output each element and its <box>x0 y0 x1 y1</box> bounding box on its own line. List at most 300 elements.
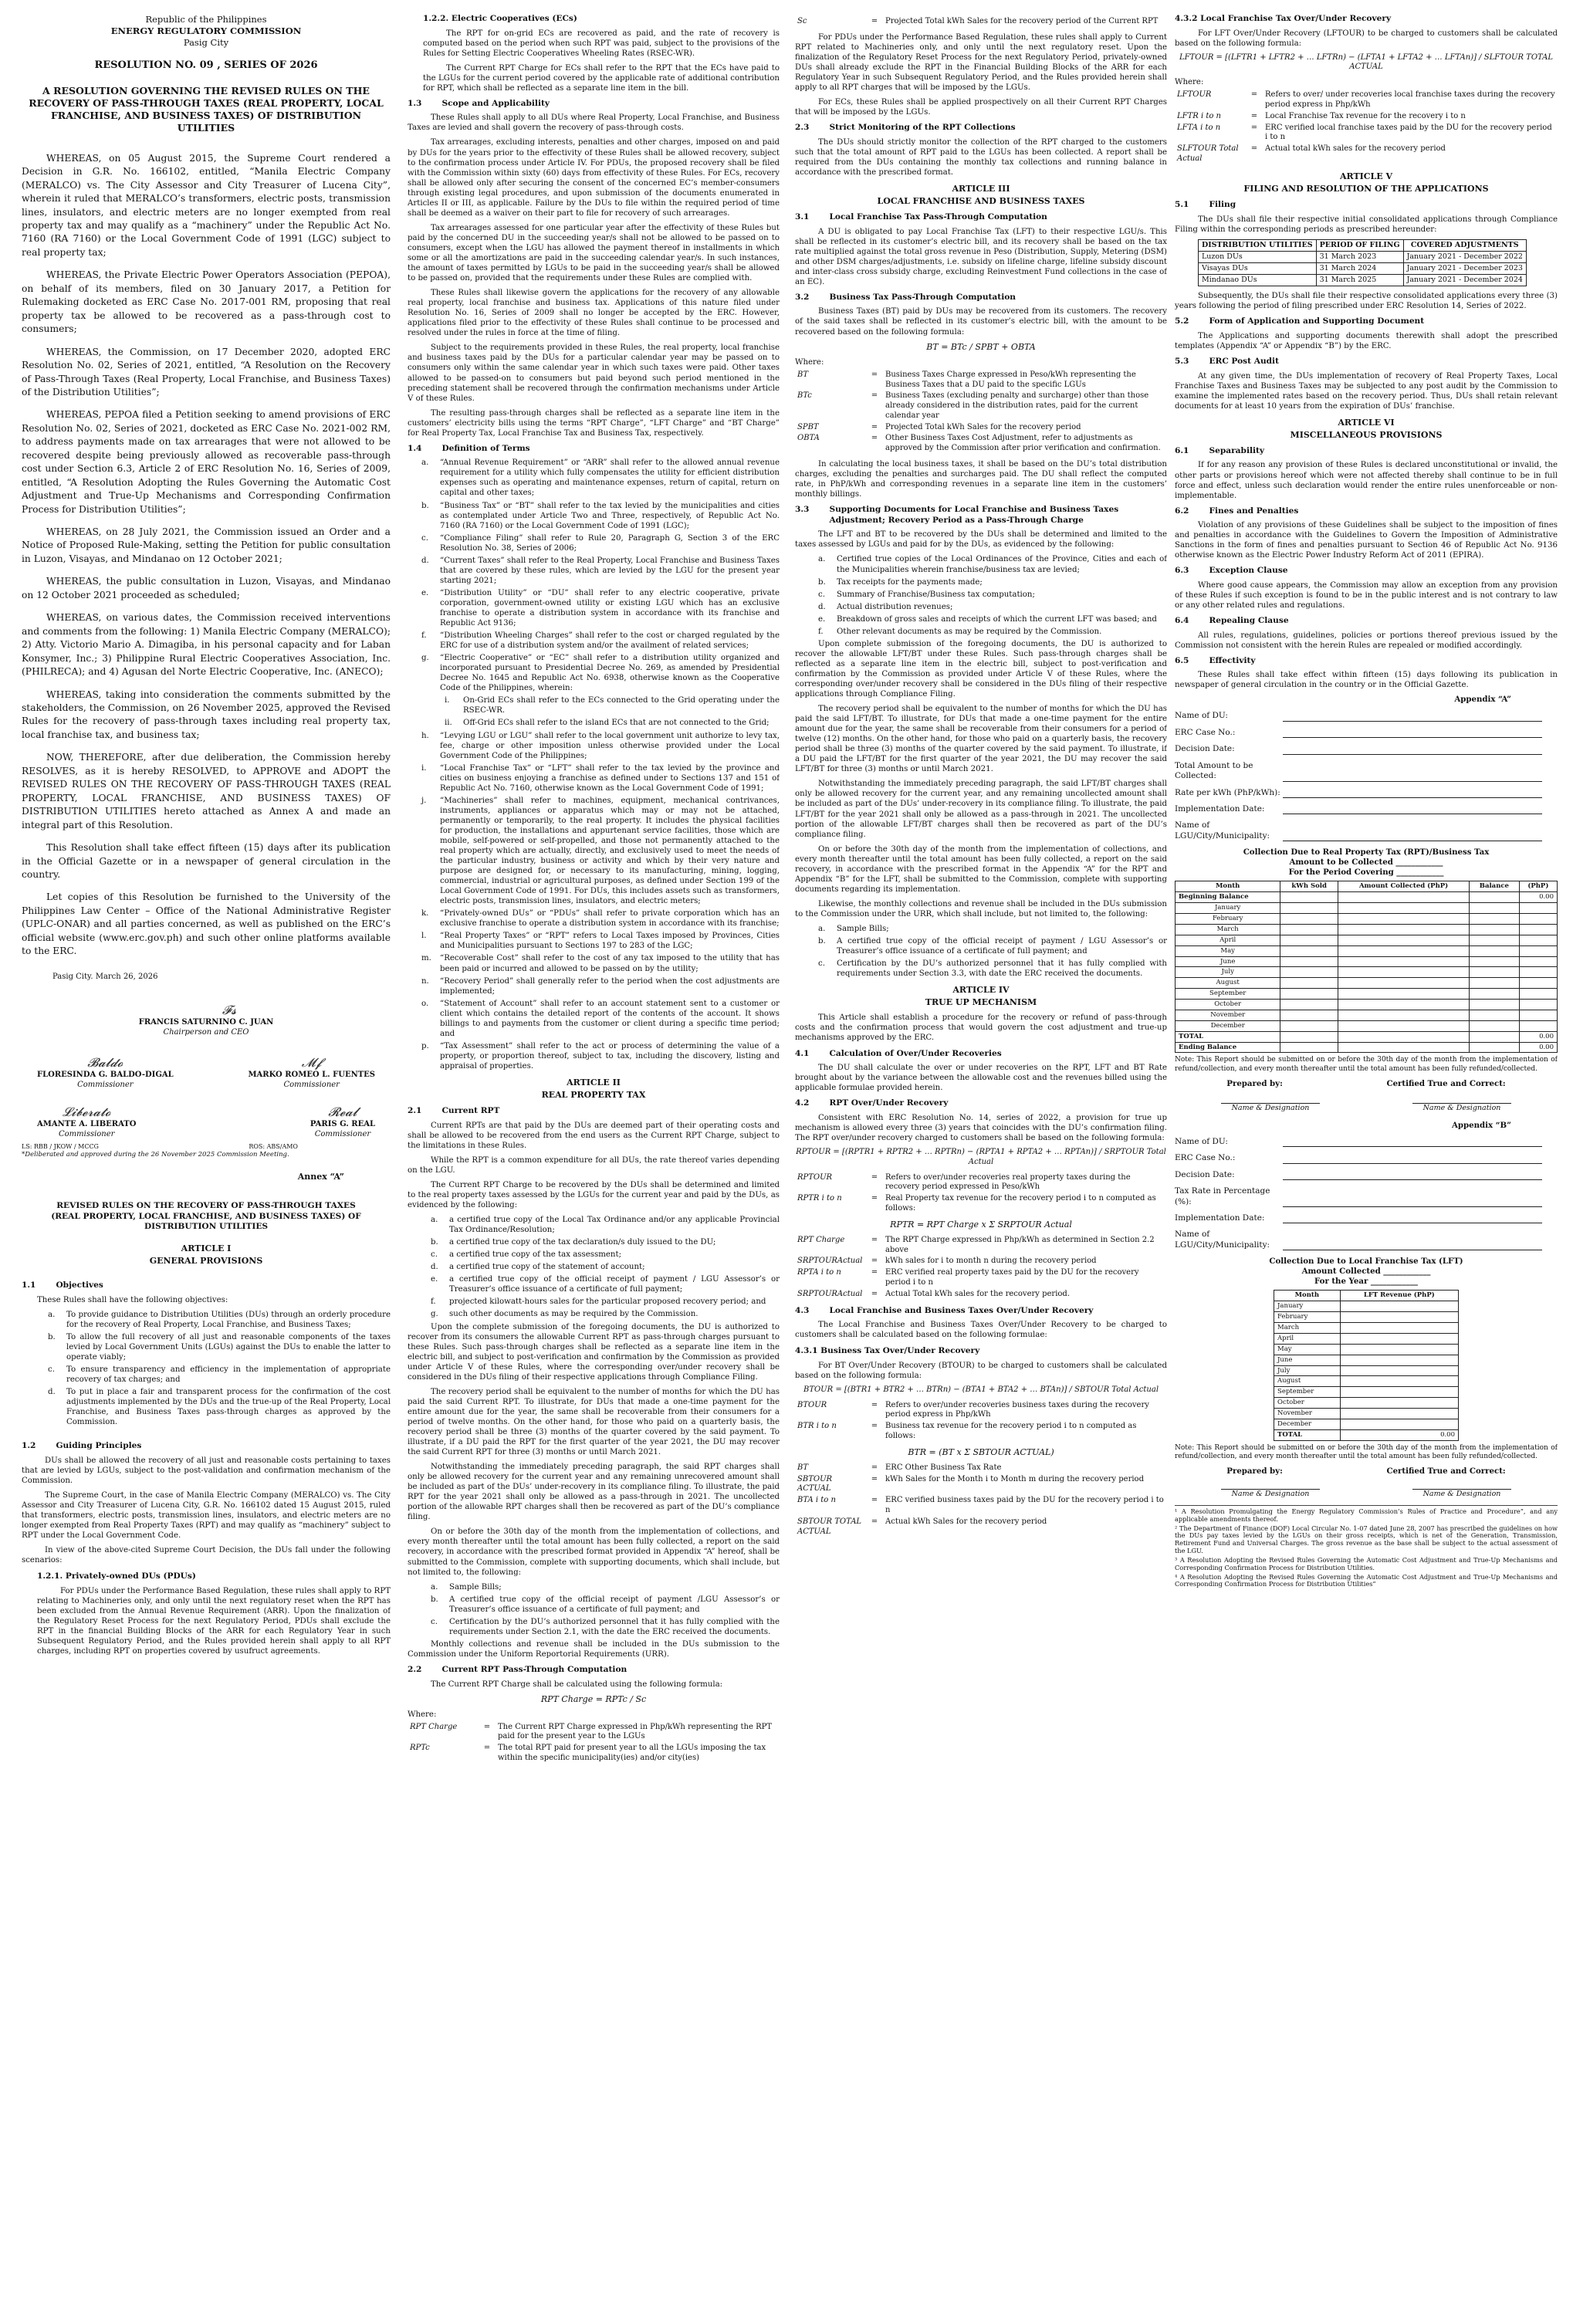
list-item <box>431 1262 780 1272</box>
appendix-b-title: Collection Due to Local Franchise Tax (LFT) <box>1269 1257 1463 1267</box>
definition-cell: = <box>871 1400 878 1409</box>
footnote: ³ A Resolution Adopting the Revised Rules Governing the Automatic Cost Adjustment and True-Up Mechanisms and Corresponding Confirmation Process for Distribution Utilities. <box>1175 1555 1558 1571</box>
item-text: To put in place a fair and transparent process for the confirmation of the cost adjustments implemented by the DUs and the true-up of the Real Property, Local Franchise, and Business Taxes pass-through charges as approved by the Commission. <box>66 1388 391 1427</box>
table-row <box>1274 1376 1459 1387</box>
value-cell <box>1470 924 1520 935</box>
definition-item <box>421 796 780 907</box>
btr-formula: BTR = (BT x Σ SBTOUR ACTUAL) <box>908 1446 1054 1457</box>
value-cell: 0.00 <box>1519 1031 1557 1042</box>
list-item <box>48 1332 391 1362</box>
certified-label: Certified True and Correct: <box>1386 1078 1506 1088</box>
article-3-subheading: LOCAL FRANCHISE AND BUSINESS TAXES <box>877 195 1085 206</box>
item-text: a certified true copy of the Local Tax Ordinance and/or any applicable Provincial Tax Ordinance/Resolution; <box>449 1216 780 1235</box>
table-header-cell: (PhP) <box>1519 881 1557 892</box>
article-5-subheading: FILING AND RESOLUTION OF THE APPLICATIONS <box>1243 183 1489 194</box>
value-cell <box>1280 924 1338 935</box>
item-text: To provide guidance to Distribution Utilities (DUs) through an orderly procedure for the recovery of Real Property, Local Franchise, and Business Taxes; <box>66 1310 391 1329</box>
item-label: g. <box>431 1310 438 1319</box>
table-row <box>1274 1355 1459 1365</box>
definition-cell: = <box>483 1722 491 1731</box>
current-rpt-p5: The recovery period shall be equivalent to the number of months for which the DU has paid the said Current RPT. To illustrate, for DUs that made a one-time payment for the entire amount due for the year, the same shall be recoverable from their consumers for a period of twelve months. On the other hand, for those who paid on a quarterly basis, the recovery period shall be three (3) months of the quarter covered by the said payment. To illustrate, if a DU paid the RPT for the first quarter of the year 2021, the DU may recover the said Current RPT for three (3) months or until March 2021. <box>408 1387 780 1457</box>
pdu-rpt-paragraph: For PDUs under the Performance Based Regulation, these rules shall apply to Current RPT related to Machineries only, and only until the next regulatory reset. Upon the finalization of the Regulatory Reset Process for the next Regulatory Period, privately-owned DUs shall already exclude the RPT in the Financial Building Blocks of the ARR for each Regulatory Year in such Subsequent Regulatory Period, and the Rules provided herein shall apply to all RPT charges that will be imposed by the LGUs. <box>795 32 1167 93</box>
value-cell <box>1470 945 1520 956</box>
value-cell <box>1338 914 1470 925</box>
btour-definitions <box>795 1400 1167 1443</box>
item-text: projected kilowatt-hours sales for the particular proposed recovery period; and <box>449 1297 766 1307</box>
exception-paragraph: Where good cause appears, the Commission may allow an exception from any provision of these Rules if such exception is found to be in the public interest and is not contrary to law or any other related rules and regulations. <box>1175 580 1558 611</box>
table-cell: January 2021 - December 2023 <box>1403 262 1526 274</box>
table-row <box>1274 1344 1459 1355</box>
form-paragraph: The Applications and supporting documents therewith shall adopt the prescribed templates (Appendix “A” or Appendix “B”) by the ERC. <box>1175 331 1558 350</box>
definition-item <box>421 953 780 973</box>
value-cell <box>1470 967 1520 978</box>
table-row <box>1176 914 1558 925</box>
sub-definition-item <box>445 718 780 728</box>
section-4-1-heading: 4.1 Calculation of Over/Under Recoveries <box>795 1048 1002 1058</box>
lftour-formula: LFTOUR = [(LFTR1 + LFTR2 + … LFTRn) − (LFTA1 + LFTA2 + … LFTAn)] / SLFTOUR TOTAL ACTUAL <box>1179 52 1554 72</box>
definition-row <box>795 1400 1167 1422</box>
whereas-paragraph: WHEREAS, on 28 July 2021, the Commission issued an Order and a Notice of Proposed Rule-Making, setting the Petition for public consultation in Luzon, Visayas, and Mindanao on 12 October 2021; <box>22 526 391 564</box>
field-line <box>1283 1213 1542 1223</box>
rpt-charge-formula: RPT Charge = RPTc / Sc <box>540 1693 647 1704</box>
whereas-paragraph: WHEREAS, taking into consideration the comments submitted by the stakeholders, the Commission, on 26 November 2025, approved the Revised Rules for the recovery of pass-through taxes including real property tax, local franchise tax, and business tax; <box>22 688 391 740</box>
list-item <box>818 577 1167 587</box>
table-row <box>1176 1000 1558 1010</box>
appendix-a-amount-line: Amount to be Collected ____________ <box>1289 858 1443 868</box>
form-field <box>1175 1213 1558 1223</box>
whereas-paragraph: Let copies of this Resolution be furnished to the University of the Philippines Law Center – Office of the National Administrative Register (UPLC-ONAR) and all parties concerned, as well as published on the ERC’s official website (www.erc.gov.ph) and such other online platforms available to the ERC. <box>22 891 391 957</box>
section-3-3-heading: 3.3 Supporting Documents for Local Franchise and Business Taxes Adjustment; Recovery Period as a Pass-Through Charge <box>795 505 1119 525</box>
definition-cell: BT <box>797 370 809 379</box>
definition-cell: = <box>871 1496 878 1505</box>
signature-block <box>22 973 391 1159</box>
definition-cell: = <box>871 391 878 401</box>
rpt-report-documents-list <box>408 1582 780 1637</box>
item-text: “Privately-owned DUs” or “PDUs” shall refer to private corporation which has an exclusive franchise to operate a distribution system in accordance with its franchise; <box>440 909 780 929</box>
definition-row <box>795 16 1167 28</box>
table-row <box>1199 275 1527 286</box>
table-cell: January 2021 - December 2022 <box>1403 251 1526 262</box>
definition-item <box>421 458 780 498</box>
value-cell: 0.00 <box>1519 892 1557 903</box>
item-text: Breakdown of gross sales and receipts of which the current LFT was based; and <box>837 614 1157 624</box>
field-label: ERC Case No.: <box>1175 727 1236 737</box>
list-item <box>431 1582 780 1592</box>
table-header-cell: COVERED ADJUSTMENTS <box>1403 239 1526 251</box>
value-cell <box>1470 1000 1520 1010</box>
month-cell: February <box>1274 1312 1341 1323</box>
true-up-paragraph: This Article shall establish a procedure for the recovery or refund of pass-through costs and the confirmation process that would govern the cost adjustment and true-up mechanisms approved by the ERC. <box>795 1013 1167 1043</box>
article-2-heading: ARTICLE II <box>567 1077 621 1088</box>
value-cell <box>1340 1419 1458 1429</box>
table-row <box>1176 892 1558 903</box>
definition-row <box>795 1235 1167 1257</box>
definition-cell: SRPTOURActual <box>797 1289 863 1298</box>
month-cell: November <box>1176 1010 1280 1020</box>
table-row <box>1176 1020 1558 1031</box>
lft-paragraph: A DU is obligated to pay Local Franchise Tax (LFT) to their respective LGU/s. This shall be reflected in its customer’s electric bill, and its recovery shall be based on the tax rate multiplied against the total gross revenue in Peso (Distribution, Supply, Metering (DSM) and other DSM charges/adjustments, i.e. subsidy on lifeline charge, lifeline subsidy discount and inter-class cross subsidy charge, excluding Reinvestment Fund collections in the case of an EC). <box>795 227 1167 286</box>
item-label: c. <box>431 1617 438 1626</box>
value-cell <box>1280 935 1338 945</box>
item-text: To ensure transparency and efficiency in the implementation of appropriate recovery of tax charges; and <box>66 1365 391 1385</box>
month-cell: March <box>1176 924 1280 935</box>
definition-row <box>795 1256 1167 1267</box>
table-cell: Visayas DUs <box>1199 262 1317 274</box>
commissioner-title: Commissioner <box>283 1080 340 1089</box>
definition-row <box>795 1267 1167 1289</box>
item-text: a certified true copy of the statement of account; <box>449 1263 645 1272</box>
whereas-paragraph: WHEREAS, the public consultation in Luzon, Visayas, and Mindanao on 12 October 2021 proceeded as scheduled; <box>22 576 391 600</box>
table-header-cell: Month <box>1176 881 1280 892</box>
whereas-paragraph: WHEREAS, the Commission, on 17 December 2020, adopted ERC Resolution No. 02, Series of 2021, entitled, “A Resolution on the Recovery of Pass-Through Taxes (Real Property, Local Franchise, and Business Taxes) of the Distribution Utilities”; <box>22 346 391 397</box>
value-cell <box>1470 903 1520 914</box>
value-cell <box>1470 956 1520 967</box>
definition-cell: kWh Sales for the Month i to Month m during the recovery period <box>885 1474 1144 1483</box>
where-label: Where: <box>1175 78 1204 87</box>
section-1-2-heading: 1.2 Guiding Principles <box>22 1441 142 1451</box>
definition-cell: LFTOUR <box>1177 90 1212 100</box>
approval-note: *Deliberated and approved during the 26 November 2025 Commission Meeting. <box>22 1150 289 1159</box>
section-4-3-heading: 4.3 Local Franchise and Business Taxes Over/Under Recovery <box>795 1305 1094 1315</box>
item-label: f. <box>421 631 427 641</box>
section-4-3-1-heading: 4.3.1 Business Tax Over/Under Recovery <box>795 1346 980 1356</box>
item-label: ii. <box>445 719 452 728</box>
annex-label: Annex “A” <box>297 1171 344 1182</box>
definition-cell: OBTA <box>797 434 820 443</box>
ecs-p1: The RPT for on-grid ECs are recovered as paid, and the rate of recovery is computed based on the period when such RPT was paid, subject to the provisions of the Rules for Setting Electric Cooperatives Wheeling Rates (RSEC-WR). <box>423 29 780 58</box>
definition-cell: SPBT <box>797 422 819 431</box>
table-header-row <box>1176 881 1558 892</box>
month-cell: October <box>1176 1000 1280 1010</box>
chair-signature: 𝓕𝓼 FRANCIS SATURNINO C. JUAN Chairperson and CEO <box>22 1003 391 1038</box>
field-label: Decision Date: <box>1175 1169 1235 1179</box>
value-cell <box>1280 1000 1338 1010</box>
form-field <box>1175 744 1558 754</box>
item-text: “Compliance Filing” shall refer to Rule 20, Paragraph G, Section 3 of the ERC Resolution No. 38, Series of 2006; <box>440 533 780 553</box>
repealing-paragraph: All rules, regulations, guidelines, policies or portions thereof previous issued by the Commission not consistent with the herein Rules are repealed or modified accordingly. <box>1175 631 1558 650</box>
whereas-paragraph: WHEREAS, the Private Electric Power Operators Association (PEPOA), on behalf of its members, filed on 30 January 2017, a Petition for Rulemaking docketed as ERC Case No. 2017-001 RM, proposing that real property tax be allowed to be recovered as a pass-through cost to consumers; <box>22 269 391 335</box>
definition-cell: SRPTOURActual <box>797 1257 863 1266</box>
definition-row <box>1175 123 1558 144</box>
lft-bt-p2: Upon complete submission of the foregoing documents, the DU is authorized to recover the allowable LFT/BT under these Rules. Such pass-through charges shall be reflected as a separate line item in the electric bill, subject to post-verification and confirmation by the Commission as provided under Article V of these Rules, where the corresponding over/under recovery shall be considered in the DUs filing of their respective applications through Compliance Filing. <box>795 639 1167 699</box>
item-text: “Machineries” shall refer to machines, equipment, mechanical contrivances, instruments, appliances or apparatus which may or may not be attached, permanently or temporarily, to the real property. It includes the physical facilities for production, the installations and appurtenant service facilities, those which are mobile, self-powered or self-propelled, and those not permanently attached to the real property which are actually, directly, and exclusively used to meet the needs of the particular industry, business or activity and which by their very nature and purpose are designed for, or necessary to its manufacturing, mining, logging, commercial, industrial or agricultural purposes, as defined under Section 199 of the Local Government Code of 1991. For DUs, this includes assets such as transformers, electric posts, transmission lines, insulators, and electric meters; <box>440 796 780 906</box>
list-item <box>431 1237 780 1247</box>
definition-cell: RPTR i to n <box>797 1194 842 1203</box>
name-designation-label: Name & Designation <box>1221 1489 1321 1499</box>
value-cell <box>1280 892 1338 903</box>
field-label: Total Amount to be Collected: <box>1175 760 1253 781</box>
form-field <box>1175 711 1558 721</box>
list-item <box>818 602 1167 612</box>
item-text: “Levying LGU or LGU” shall refer to the local government unit authorize to levy tax, fee, charge or other imposition unless otherwise provided under the Local Government Code of the Philippines; <box>440 731 780 760</box>
month-cell: TOTAL <box>1274 1429 1341 1440</box>
resolution-title: A RESOLUTION GOVERNING THE REVISED RULES ON THE RECOVERY OF PASS-THROUGH TAXES (REAL PROPERTY, LOCAL FRANCHISE, AND BUSINESS TAXES) OF DISTRIBUTION UTILITIES <box>29 84 384 134</box>
field-label: Implementation Date: <box>1175 1213 1265 1223</box>
definition-cell: = <box>871 1474 878 1483</box>
item-label: d. <box>421 556 429 565</box>
value-cell <box>1519 1000 1557 1010</box>
item-text: “Annual Revenue Requirement” or “ARR” shall refer to the allowed annual revenue requirement for a utility which fully compensates the utility for efficient distribution expenses such as operating and maintenance expenses, return of capital, return on capital and other taxes; <box>440 458 780 498</box>
item-text: “Distribution Wheeling Charges” shall refer to the cost or charged regulated by the ERC for use of a distribution system and/or the availment of related services; <box>440 631 780 651</box>
btour-paragraph: For BT Over/Under Recovery (BTOUR) to be charged to customers shall be calculated based on the following formula: <box>795 1361 1167 1380</box>
definition-row <box>408 1743 780 1764</box>
value-cell <box>1470 978 1520 989</box>
definition-row <box>795 433 1167 455</box>
definition-item <box>421 976 780 996</box>
table-row <box>1176 935 1558 945</box>
table-cell: January 2021 - December 2024 <box>1403 275 1526 286</box>
btr-definitions <box>795 1463 1167 1538</box>
definition-row <box>795 422 1167 434</box>
list-item <box>818 614 1167 624</box>
value-cell <box>1519 978 1557 989</box>
value-cell <box>1280 1042 1338 1053</box>
month-cell: May <box>1176 945 1280 956</box>
definition-cell: Actual kWh Sales for the recovery period <box>885 1517 1047 1526</box>
value-cell: 0.00 <box>1519 1042 1557 1053</box>
article-1-heading: ARTICLE I <box>181 1243 232 1254</box>
certified-label: Certified True and Correct: <box>1386 1466 1506 1476</box>
rptr-definitions <box>795 1235 1167 1301</box>
definition-item <box>421 533 780 553</box>
definition-cell: Business Taxes Charge expressed in Peso/kWh representing the Business Taxes that a DU paid to the specific LGUs <box>885 370 1136 389</box>
table-row <box>1176 1010 1558 1020</box>
value-cell <box>1280 945 1338 956</box>
republic-line: Republic of the Philippines <box>145 14 267 25</box>
section-1-3-heading: 1.3 Scope and Applicability <box>408 98 550 108</box>
value-cell <box>1338 935 1470 945</box>
table-row <box>1176 967 1558 978</box>
table-cell: Mindanao DUs <box>1199 275 1317 286</box>
month-cell: July <box>1274 1365 1341 1376</box>
ecs-p2: The Current RPT Charge for ECs shall refer to the RPT that the ECs have paid to the LGUs for the current period covered by the applicable rate of additional contribution for RPT, which shall be reflected as a separate line item in the bill. <box>423 63 780 93</box>
list-item <box>431 1309 780 1319</box>
value-cell <box>1338 892 1470 903</box>
section-5-1-heading: 5.1 Filing <box>1175 200 1236 210</box>
monitoring-paragraph: The DUs should strictly monitor the collection of the RPT charged to the customers such that the total amount of RPT paid to the LGUs has been collected. A report shall be required from the DUs containing the monthly tax collections and running balance in accordance with the prescribed format. <box>795 137 1167 177</box>
guiding-principles-p1: DUs shall be allowed the recovery of all just and reasonable costs pertaining to taxes that are levied by LGUs, subject to the post-validation and confirmation mechanism of the Commission. <box>22 1456 391 1486</box>
initials-right: ROS: ABS/AMO <box>249 1142 298 1150</box>
definition-item <box>421 631 780 651</box>
field-line <box>1283 831 1542 841</box>
appendix-b-year-line: For the Year ____________ <box>1314 1277 1419 1287</box>
section-6-3-heading: 6.3 Exception Clause <box>1175 566 1288 576</box>
form-field <box>1175 804 1558 814</box>
list-item <box>818 627 1167 637</box>
scope-p2: Tax arrearages, excluding interests, penalties and other charges, imposed on and paid by DUs for the years prior to the effectivity of these Rules shall be allowed recovery, subject to the confirmation process under Article IV. For PDUs, the proposed recovery shall be filed with the Commission within sixty (60) days from effectivity of these Rules. For ECs, recovery shall be allowed only after securing the consent of the concerned EC’s member-consumers through existing legal procedures, and upon submission of the documents enumerated in Articles II or III, as applicable. Failure by the DUs to file within the required period of time shall be deemed as a waiver on their part to file for recovery of such arrearages. <box>408 138 780 218</box>
item-label: b. <box>818 577 826 587</box>
whereas-paragraph: WHEREAS, on 05 August 2015, the Supreme Court rendered a Decision in G.R. No. 166102, entitled, “Manila Electric Company (MERALCO) vs. The City Assessor and City Treasurer of Lucena City”, wherein it ruled that MERALCO’s transformers, electric posts, transmission lines, insulators, and electric meters are no longer exempted from real property tax and may qualify as a “machinery” under the Republic Act No. 7160 (RA 7160) or the Local Government Code of 1991 (LGC) subject to real property tax; <box>22 152 391 258</box>
section-4-3-2-heading: 4.3.2 Local Franchise Tax Over/Under Recovery <box>1175 14 1392 23</box>
scope-p5: Subject to the requirements provided in these Rules, the real property, local franchise and business taxes paid by the DUs for a particular calendar year may be passed on to consumers only within the same calendar year in which such taxes were paid. Other taxes allowed to be passed-on to consumers but paid beyond such period mentioned in the preceding statement shall be recovered through the confirmation mechanisms under Article V of these Rules. <box>408 343 780 403</box>
article-3-heading: ARTICLE III <box>952 183 1010 194</box>
table-row <box>1274 1429 1459 1440</box>
field-line <box>1283 728 1542 738</box>
month-cell: TOTAL <box>1176 1031 1280 1042</box>
definition-cell: = <box>871 1289 878 1298</box>
item-label: c. <box>818 590 825 599</box>
filing-paragraph: The DUs shall file their respective initial consolidated applications through Compliance Filing within the corresponding periods as prescribed hereunder: <box>1175 215 1558 234</box>
definition-cell: Local Franchise Tax revenue for the recovery i to n <box>1265 111 1466 120</box>
value-cell <box>1470 914 1520 925</box>
table-row <box>1274 1333 1459 1344</box>
rpt-our-paragraph: Consistent with ERC Resolution No. 14, series of 2022, a provision for true up mechanism is allowed every three (3) years that coincides with the DU’s confirmation filing. The RPT over/under recovery charged to customers shall be based on the following formula: <box>795 1113 1167 1142</box>
whereas-clauses <box>22 152 391 959</box>
definition-cell: Sc <box>797 17 807 25</box>
item-label: b. <box>431 1595 438 1604</box>
item-label: b. <box>48 1333 56 1342</box>
definition-cell: RPTOUR <box>797 1172 833 1182</box>
value-cell <box>1519 1010 1557 1020</box>
item-label: c. <box>431 1250 438 1260</box>
section-6-5-heading: 6.5 Effectivity <box>1175 655 1256 665</box>
table-header-row <box>1274 1291 1459 1301</box>
section-2-3-heading: 2.3 Strict Monitoring of the RPT Collections <box>795 123 1016 133</box>
appendix-b-label: Appendix “B” <box>1452 1120 1511 1130</box>
commissioner-title: Commissioner <box>58 1129 115 1138</box>
value-cell <box>1338 1000 1470 1010</box>
scope-p3: Tax arrearages assessed for one particular year after the effectivity of these Rules but paid by the concerned DU in the succeeding year/s shall not be allowed to be passed on to consumers, except when the LGU has allowed the payment thereof in installments in which some or all the amortizations are paid in the succeeding calendar year/s. In such instances, the amount of taxes permitted by LGUs to be paid in the succeeding year/s shall be allowed to be passed on, provided that the requirements under these Rules are complied with. <box>408 223 780 283</box>
value-cell <box>1280 1031 1338 1042</box>
definition-item <box>421 999 780 1039</box>
definition-item <box>421 931 780 951</box>
definition-row <box>408 1722 780 1744</box>
list-item <box>48 1365 391 1385</box>
form-field <box>1175 1186 1558 1207</box>
definition-cell: ERC verified business taxes paid by the DU for the recovery period i to n <box>885 1496 1164 1515</box>
field-line <box>1283 712 1542 722</box>
name-designation-label: Name & Designation <box>1412 1489 1512 1499</box>
item-text: a certified true copy of the official receipt of payment / LGU Assessor’s or Treasurer’s office issuance of a certificate of full payment; <box>449 1275 780 1294</box>
list-item <box>431 1595 780 1615</box>
field-line <box>1283 1170 1542 1180</box>
definition-row <box>795 1517 1167 1538</box>
fines-paragraph: Violation of any provisions of these Guidelines shall be subject to the imposition of fines and penalties in accordance with the Guidelines to Govern the Imposition of Administrative Sanctions in the form of fines and penalties pursuant to Section 46 of Republic Act No. 9136 otherwise known as the Electric Power Industry Reform Act of 2011 (EPIRA). <box>1175 521 1558 560</box>
field-label: Tax Rate in Percentage (%): <box>1175 1186 1270 1206</box>
signing-place-date: Pasig City. March 26, 2026 <box>52 972 158 981</box>
definition-cell: ERC Other Business Tax Rate <box>885 1463 1002 1472</box>
value-cell <box>1338 956 1470 967</box>
value-cell <box>1338 903 1470 914</box>
value-cell <box>1340 1312 1458 1323</box>
month-cell: January <box>1274 1301 1341 1312</box>
table-row <box>1274 1312 1459 1323</box>
rpt-our-definitions <box>795 1172 1167 1215</box>
item-text: “Business Tax” or “BT” shall refer to the tax levied by the municipalities and cities as contemplated under Article Two and Three, respectively, of Republic Act No. 7160 (RA 7160) or the Local Government Code of 1991 (LGC); <box>440 501 780 530</box>
scope-p6: The resulting pass-through charges shall be reflected as a separate line item in the customers’ electricity bills using the terms “RPT Charge”, “LFT Charge” and “BT Charge” for Real Property Tax, Local Franchise Tax and Business Tax, respectively. <box>408 408 780 438</box>
item-label: b. <box>431 1238 438 1247</box>
definition-item <box>421 731 780 761</box>
definition-cell: SBTOUR ACTUAL <box>797 1474 833 1494</box>
table-row <box>1176 945 1558 956</box>
value-cell <box>1519 945 1557 956</box>
form-field <box>1175 1170 1558 1180</box>
section-1-1-heading: 1.1 Objectives <box>22 1280 103 1291</box>
appendix-b-fields <box>1175 1137 1558 1251</box>
section-1-2-2-heading: 1.2.2. Electric Cooperatives (ECs) <box>423 14 577 23</box>
commissioner-title: Commissioner <box>77 1080 134 1089</box>
effectivity-paragraph: These Rules shall take effect within fifteen (15) days following its publication in newspaper of general circulation in the country or in the Official Gazette. <box>1175 671 1558 690</box>
value-cell <box>1280 903 1338 914</box>
guiding-principles-p3: In view of the above-cited Supreme Court Decision, the DUs fall under the following scenarios: <box>22 1546 391 1565</box>
definition-item <box>421 1041 780 1071</box>
table-header-cell: kWh Sold <box>1280 881 1338 892</box>
item-label: h. <box>421 731 429 740</box>
definition-item <box>421 653 780 693</box>
definitions-list <box>408 458 780 1071</box>
table-row <box>1176 1031 1558 1042</box>
commissioner-title: Commissioner <box>314 1129 371 1138</box>
definition-cell: Actual Total kWh sales for the recovery period. <box>885 1289 1070 1298</box>
where-label: Where: <box>408 1710 437 1719</box>
value-cell <box>1340 1344 1458 1355</box>
list-item <box>818 959 1167 979</box>
month-cell: Ending Balance <box>1176 1042 1280 1053</box>
item-label: n. <box>421 976 429 986</box>
value-cell <box>1519 1020 1557 1031</box>
definition-cell: = <box>871 1463 878 1472</box>
definition-cell: Projected Total kWh Sales for the recovery period of the Current RPT <box>885 17 1159 25</box>
value-cell <box>1470 1020 1520 1031</box>
value-cell <box>1280 989 1338 1000</box>
item-text: such other documents as may be required by the Commission. <box>449 1310 699 1319</box>
appendix-a-signoff <box>1175 1079 1558 1089</box>
definition-cell: = <box>871 1268 878 1277</box>
item-text: “Recoverable Cost” shall refer to the cost of any tax imposed to the utility that has been paid or incurred and allowed to be passed on by the utility; <box>440 954 780 973</box>
form-field <box>1175 788 1558 798</box>
definition-cell: RPT Charge <box>410 1722 458 1731</box>
item-label: b. <box>421 501 429 510</box>
table-row <box>1274 1301 1459 1312</box>
definition-cell: Refers to over/ under recoveries local franchise taxes during the recovery period express in Php/kWh <box>1265 90 1555 110</box>
whereas-paragraph: This Resolution shall take effect fifteen (15) days after its publication in the Official Gazette or in a newspaper of general circulation in the country. <box>22 842 391 880</box>
section-5-2-heading: 5.2 Form of Application and Supporting Document <box>1175 316 1425 326</box>
annex-title: REVISED RULES ON THE RECOVERY OF PASS-THROUGH TAXES (REAL PROPERTY, LOCAL FRANCHISE, AND BUSINESS TAXES) OF DISTRIBUTION UTILITIES <box>51 1200 361 1232</box>
column-3 <box>795 14 1167 2315</box>
footnote: ¹ A Resolution Promulgating the Energy Regulatory Commission’s Rules of Practice and Procedure”, and any applicable amendments thereof. <box>1175 1507 1558 1523</box>
item-text: “Recovery Period” shall generally refer to the period when the cost adjustments are implemented; <box>440 976 780 996</box>
item-label: a. <box>431 1216 438 1225</box>
article-2-subheading: REAL PROPERTY TAX <box>541 1090 646 1101</box>
guiding-principles-p2: The Supreme Court, in the case of Manila Electric Company (MERALCO) vs. The City Assessor and City Treasurer of Lucena City, G.R. No. 166102 dated 15 August 2015, ruled that transformers, electric posts, transmission lines, insulators, and electric meters are no longer exempted from Real Property Taxes (RPT) and may qualify as “machinery” subject to RPT under the Local Government Code. <box>22 1491 391 1541</box>
item-label: f. <box>431 1297 436 1307</box>
month-cell: September <box>1176 989 1280 1000</box>
item-text: Sample Bills; <box>449 1582 502 1592</box>
article-5-heading: ARTICLE V <box>1339 171 1393 181</box>
value-cell <box>1338 967 1470 978</box>
table-row <box>1274 1409 1459 1419</box>
definition-cell: BTA i to n <box>797 1496 836 1505</box>
item-text: “Distribution Utility” or “DU” shall refer to any electric cooperative, private corporation, government-owned utility or existing LGU which has an exclusive franchise to operate a distribution system in accordance with its franchise and Republic Act 9136; <box>440 588 780 628</box>
table-row <box>1176 903 1558 914</box>
definition-row <box>795 1463 1167 1474</box>
definition-cell: LFTR i to n <box>1177 111 1221 120</box>
item-label: d. <box>818 602 826 611</box>
month-cell: May <box>1274 1344 1341 1355</box>
appendix-a-period-line: For the Period Covering ____________ <box>1288 868 1444 878</box>
lft-bt-report-list <box>795 924 1167 979</box>
field-label: Name of LGU/City/Municipality: <box>1175 1230 1270 1250</box>
article-6-subheading: MISCELLANEOUS PROVISIONS <box>1290 429 1443 440</box>
prepared-by-label: Prepared by: <box>1226 1078 1283 1088</box>
item-label: g. <box>421 654 429 663</box>
chair-name: FRANCIS SATURNINO C. JUAN <box>138 1017 274 1027</box>
value-cell <box>1340 1409 1458 1419</box>
value-cell: 0.00 <box>1340 1429 1458 1440</box>
field-line <box>1283 772 1542 782</box>
rpt-our-formula: RPTOUR = [(RPTR1 + RPTR2 + … RPTRn) − (RPTA1 + RPTA2 + … RPTAn)] / SRPTOUR Total Actual <box>796 1147 1166 1166</box>
definition-cell: = <box>871 17 878 25</box>
